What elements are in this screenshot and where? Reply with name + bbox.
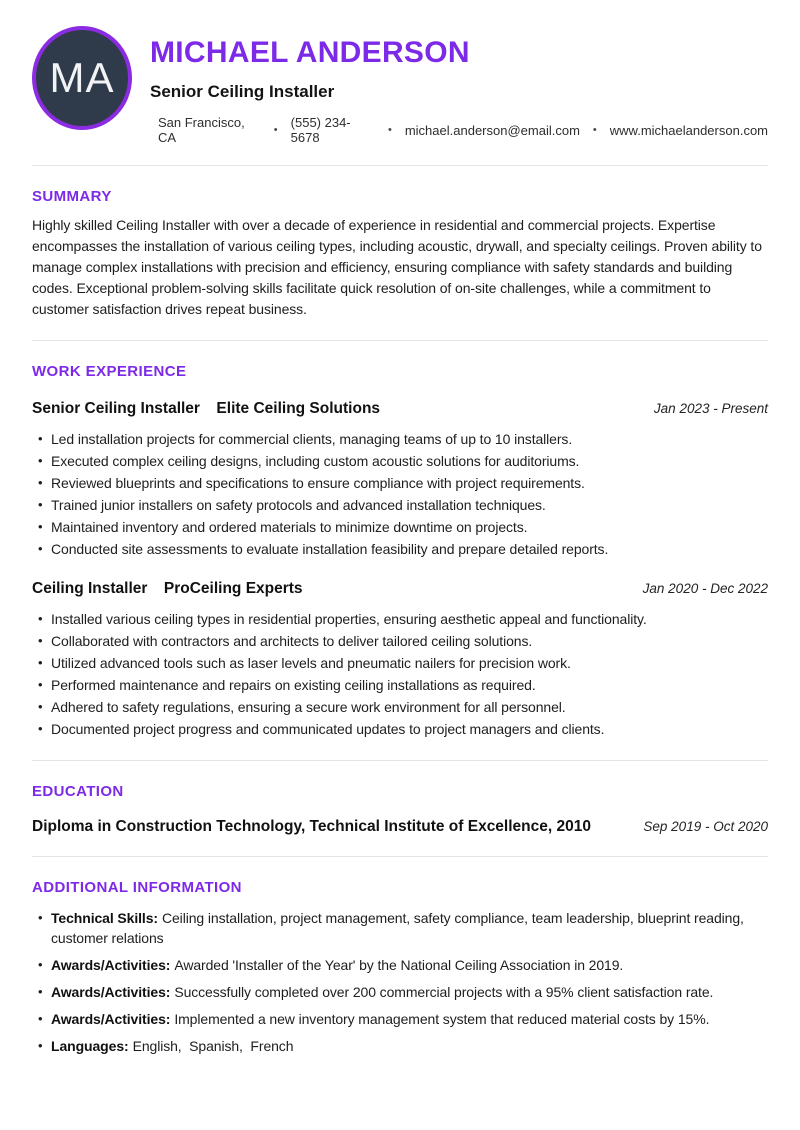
additional-heading: ADDITIONAL INFORMATION — [32, 879, 242, 896]
job-company: Elite Ceiling Solutions — [216, 400, 381, 417]
contact-website: www.michaelanderson.com — [609, 122, 768, 138]
bullet-text: Trained junior installers on safety protocols and advanced installation techniques. — [51, 497, 546, 513]
job-entry-2 — [32, 580, 768, 740]
bullet-item — [32, 696, 768, 718]
separator-dot: • — [387, 124, 392, 136]
info-label: Awards/Activities: — [51, 957, 171, 973]
education-dates: Sep 2019 - Oct 2020 — [643, 819, 768, 834]
bullet-text: Adhered to safety regulations, ensuring a secure work environment for all personnel. — [51, 699, 566, 715]
bullet-text: Collaborated with contractors and architects to deliver tailored ceiling solutions. — [51, 633, 533, 649]
bullet-item — [32, 538, 768, 560]
info-text: Ceiling installation, project management, safety compliance, team leadership, blueprint reading, customer relations — [51, 910, 748, 946]
name-heading: MICHAEL ANDERSON — [150, 36, 470, 69]
section-divider — [32, 856, 768, 857]
avatar-initials: MA — [49, 54, 115, 101]
contact-location: San Francisco, CA — [158, 115, 245, 145]
bullet-text: Led installation projects for commercial clients, managing teams of up to 10 installers. — [51, 431, 573, 447]
education-entry — [32, 818, 768, 836]
summary-text: Highly skilled Ceiling Installer with over a decade of experience in residential and commercial projects. Expertise encompasses the installation of various ceiling types, including acoustic, drywall, and specialty ceilings. Proven ability to manage complex installations with precision and efficiency, ensuring compliance with safety standards and building codes. Exceptional problem-solving skills facilitate quick resolution of on-site challenges, while a commitment to customer satisfaction drives repeat business. — [32, 217, 762, 317]
bullet-item — [32, 516, 768, 538]
bullet-text: Documented project progress and communicated updates to project managers and clients. — [51, 721, 605, 737]
info-text: Successfully completed over 200 commercial projects with a 95% client satisfaction rate. — [174, 984, 714, 1000]
bullet-item — [32, 428, 768, 450]
bullet-text: Maintained inventory and ordered materials to minimize downtime on projects. — [51, 519, 528, 535]
job-bullet-list — [32, 608, 768, 740]
job-entry-1 — [32, 400, 768, 560]
job-bullet-list — [32, 428, 768, 560]
education-heading: EDUCATION — [32, 783, 124, 800]
job-head — [32, 580, 768, 598]
job-head — [32, 400, 768, 418]
header-text — [150, 26, 768, 145]
info-text: Implemented a new inventory management system that reduced material costs by 15%. — [174, 1011, 710, 1027]
job-title-group — [32, 580, 303, 598]
bullet-item — [32, 630, 768, 652]
bullet-item — [32, 450, 768, 472]
section-additional-info — [32, 879, 768, 1056]
bullet-item — [32, 608, 768, 630]
summary-heading: SUMMARY — [32, 188, 112, 205]
bullet-text: Utilized advanced tools such as laser levels and pneumatic nailers for precision work. — [51, 655, 571, 671]
info-label: Awards/Activities: — [51, 1011, 171, 1027]
contact-row — [158, 115, 768, 145]
bullet-item — [32, 652, 768, 674]
info-text: Awarded 'Installer of the Year' by the National Ceiling Association in 2019. — [174, 957, 624, 973]
job-title: Ceiling Installer — [32, 580, 148, 597]
contact-phone: (555) 234-5678 — [290, 115, 351, 145]
section-divider — [32, 340, 768, 341]
work-heading: WORK EXPERIENCE — [32, 363, 187, 380]
info-item — [32, 1036, 752, 1056]
info-item — [32, 908, 752, 948]
section-summary — [32, 188, 768, 320]
info-label: Languages: — [51, 1038, 129, 1054]
separator-dot: • — [592, 124, 597, 136]
job-company: ProCeiling Experts — [163, 580, 303, 597]
section-education — [32, 783, 768, 836]
bullet-text: Conducted site assessments to evaluate installation feasibility and prepare detailed reports. — [51, 541, 609, 557]
section-divider — [32, 760, 768, 761]
info-label: Awards/Activities: — [51, 984, 171, 1000]
bullet-item — [32, 674, 768, 696]
section-work-experience — [32, 363, 768, 740]
bullet-item — [32, 718, 768, 740]
info-item — [32, 1009, 752, 1029]
separator-dot: • — [273, 124, 278, 136]
info-text: English, Spanish, French — [132, 1038, 294, 1054]
degree-text: Diploma in Construction Technology, Technical Institute of Excellence, 2010 — [32, 818, 591, 835]
avatar — [32, 26, 132, 130]
bullet-text: Installed various ceiling types in residential properties, ensuring aesthetic appeal and functionality. — [51, 611, 647, 627]
bullet-text: Reviewed blueprints and specifications to ensure compliance with project requirements. — [51, 475, 585, 491]
info-label: Technical Skills: — [51, 910, 158, 926]
info-item — [32, 955, 752, 975]
job-dates: Jan 2020 - Dec 2022 — [642, 581, 768, 596]
bullet-text: Performed maintenance and repairs on existing ceiling installations as required. — [51, 677, 536, 693]
header-divider — [32, 165, 768, 166]
additional-info-list — [32, 908, 768, 1056]
header-job-title: Senior Ceiling Installer — [150, 82, 335, 101]
job-dates: Jan 2023 - Present — [653, 401, 768, 416]
bullet-item — [32, 472, 768, 494]
info-item — [32, 982, 752, 1002]
job-title-group — [32, 400, 380, 418]
bullet-text: Executed complex ceiling designs, including custom acoustic solutions for auditoriums. — [51, 453, 580, 469]
contact-email: michael.anderson@email.com — [404, 122, 580, 138]
resume-header — [32, 0, 768, 145]
bullet-item — [32, 494, 768, 516]
job-title: Senior Ceiling Installer — [32, 400, 200, 417]
